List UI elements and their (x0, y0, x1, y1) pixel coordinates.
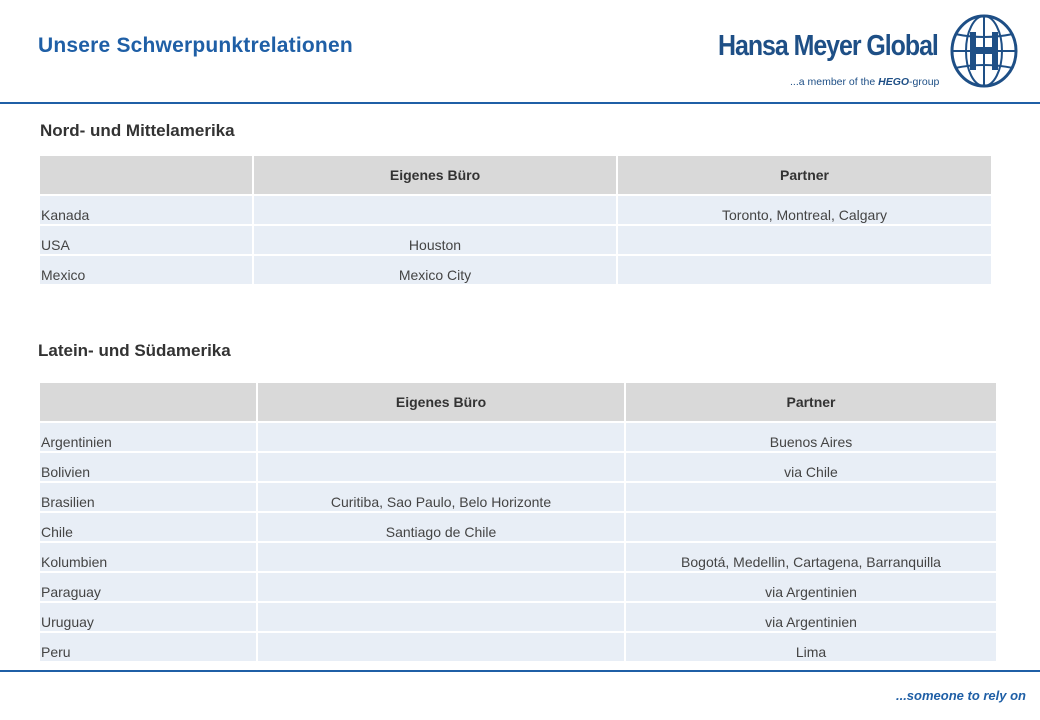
company-logo (718, 14, 1018, 94)
column-header: Partner (618, 156, 991, 194)
logo-tagline: ...a member of the HEGO-group (790, 76, 940, 88)
table-row (40, 601, 996, 631)
partner-cell: Buenos Aires (626, 421, 996, 451)
table-row (40, 481, 996, 511)
country-cell: Mexico (40, 254, 254, 284)
country-cell: Peru (40, 631, 258, 661)
own-office-cell (258, 541, 626, 571)
partner-cell: Bogotá, Medellin, Cartagena, Barranquilla (626, 541, 996, 571)
footer-divider (0, 670, 1040, 672)
table-row (40, 421, 996, 451)
own-office-cell (258, 631, 626, 661)
partner-cell (626, 481, 996, 511)
country-cell: Paraguay (40, 571, 258, 601)
globe-logo-icon (950, 14, 1018, 88)
country-cell: Kolumbien (40, 541, 258, 571)
own-office-cell: Santiago de Chile (258, 511, 626, 541)
table-row (40, 571, 996, 601)
latin-america-table (40, 383, 996, 661)
partner-cell: via Argentinien (626, 601, 996, 631)
own-office-cell: Mexico City (254, 254, 618, 284)
own-office-cell (258, 421, 626, 451)
table-row (40, 451, 996, 481)
own-office-cell (258, 571, 626, 601)
own-office-cell: Curitiba, Sao Paulo, Belo Horizonte (258, 481, 626, 511)
table-row (40, 224, 991, 254)
header-divider (0, 102, 1040, 104)
partner-cell: Toronto, Montreal, Calgary (618, 194, 991, 224)
country-cell: USA (40, 224, 254, 254)
country-cell: Chile (40, 511, 258, 541)
table-row (40, 631, 996, 661)
column-header: Eigenes Büro (258, 383, 626, 421)
partner-cell (618, 254, 991, 284)
own-office-cell (254, 194, 618, 224)
logo-wordmark: Hansa Meyer Global (718, 30, 938, 62)
table-header-row (40, 156, 991, 194)
country-cell: Uruguay (40, 601, 258, 631)
table-row (40, 541, 996, 571)
own-office-cell: Houston (254, 224, 618, 254)
country-cell: Argentinien (40, 421, 258, 451)
partner-cell: Lima (626, 631, 996, 661)
partner-cell (618, 224, 991, 254)
table-row (40, 194, 991, 224)
column-header (40, 383, 258, 421)
column-header (40, 156, 254, 194)
country-cell: Brasilien (40, 481, 258, 511)
own-office-cell (258, 451, 626, 481)
table-header-row (40, 383, 996, 421)
partner-cell: via Chile (626, 451, 996, 481)
page-title: Unsere Schwerpunktrelationen (38, 34, 353, 57)
partner-cell (626, 511, 996, 541)
own-office-cell (258, 601, 626, 631)
footer-slogan: ...someone to rely on (895, 688, 1026, 703)
country-cell: Kanada (40, 194, 254, 224)
column-header: Eigenes Büro (254, 156, 618, 194)
section-title-north-america: Nord- und Mittelamerika (40, 121, 235, 140)
section-title-latin-america: Latein- und Südamerika (38, 341, 231, 360)
table-row (40, 254, 991, 284)
column-header: Partner (626, 383, 996, 421)
partner-cell: via Argentinien (626, 571, 996, 601)
table-row (40, 511, 996, 541)
north-america-table (40, 156, 991, 284)
country-cell: Bolivien (40, 451, 258, 481)
